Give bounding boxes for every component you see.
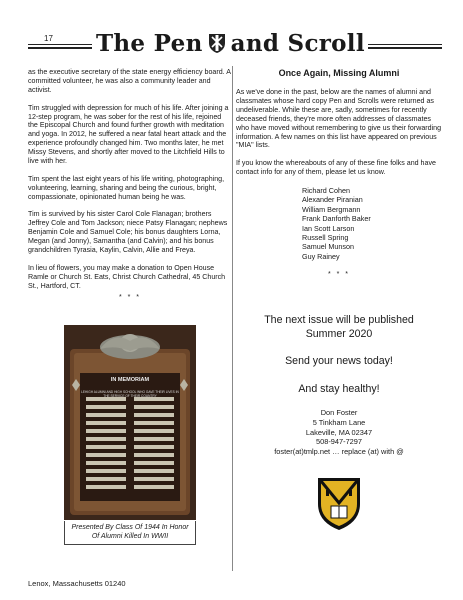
missing-names-list [236, 186, 442, 261]
plaque-image [64, 325, 196, 520]
missing-name: Ian Scott Larson [302, 223, 355, 233]
contact-block [236, 408, 442, 457]
missing-name: Samuel Munson [302, 242, 354, 252]
contact-street: 5 Tinkham Lane [312, 417, 366, 427]
plaque-subtitle: LEHIGH ALUMNI AND HIGH SCHOOL WHO GAVE THEIR LIVES IN THE SERVICE OF THEIR COUNTRY [81, 390, 179, 398]
memorial-plaque-photo [64, 325, 196, 520]
plaque-title: IN MEMORIAM [110, 377, 150, 383]
missing-alumni-paragraph: As we've done in the past, below are the names of alumni and classmates whose hard copy Pen and Scrolls were returned as undeliverable. While these are, sadly, sometimes for recently deceased friends, they're more often addresses of classmates who have moved without remembering to give us their forwarding information. A few names on this list have appeared on previous "MIA" lists. [236, 88, 442, 150]
crest-icon [207, 32, 227, 54]
contact-phone: 508-947-7297 [315, 437, 363, 447]
missing-name: Russell Spring [302, 232, 349, 242]
contact-city: Lakeville, MA 02347 [305, 427, 373, 437]
stay-healthy-text: And stay healthy! [298, 382, 380, 395]
section-separator: * * * [118, 293, 142, 301]
school-seal-icon [316, 476, 362, 532]
masthead-title [96, 30, 366, 56]
send-news-text: Send your news today! [285, 355, 393, 368]
missing-name: Frank Danforth Baker [302, 214, 371, 224]
column-divider [232, 66, 233, 571]
masthead-title-part2: and Scroll [230, 29, 365, 57]
missing-name: William Bergmann [302, 204, 361, 214]
missing-alumni-paragraph: If you know the whereabouts of any of these fine folks and have contact info for any of them, please let us know. [236, 159, 436, 177]
left-column [28, 68, 232, 303]
obituary-paragraph: Tim spent the last eight years of his life writing, photographing, volunteering, learning, sharing and being the curious, bright, compassionate, opinionated human being he was. [28, 174, 225, 201]
photo-caption: Presented By Class Of 1944 In Honor Of Alumni Killed In WWII [64, 521, 196, 545]
section-separator: * * * [327, 271, 351, 279]
missing-name: Richard Cohen [302, 185, 350, 195]
missing-alumni-heading: Once Again, Missing Alumni [278, 68, 400, 78]
footer-location: Lenox, Massachusetts 01240 [28, 579, 126, 588]
masthead-rule-right [368, 44, 442, 49]
next-issue-line2: Summer 2020 [305, 327, 373, 340]
page-number: 17 [44, 34, 53, 43]
missing-name: Alexander Piranian [302, 195, 363, 205]
right-column [236, 68, 442, 457]
contact-email: foster(at)tmlp.net … replace (at) with @ [274, 447, 404, 457]
missing-name: Guy Rainey [302, 251, 340, 261]
obituary-paragraph: as the executive secretary of the state energy efficiency board. A committed volunteer, he was also a community leader and activist. [28, 68, 231, 94]
masthead-title-part1: The Pen [96, 29, 203, 57]
next-issue-line1: The next issue will be published [264, 314, 414, 327]
contact-name: Don Foster [320, 408, 358, 418]
masthead-rule-left [28, 44, 92, 49]
obituary-paragraph: Tim is survived by his sister Carol Cole Flanagan; brothers Jeffrey Cole and Tom Jackson; niece Patsy Flanagan; nephews Benjamin Cole and Samuel Cole; his bonus daughters Lorna, Megan (and Jonny), Samantha (and Calvin); and his bonus grandchildren Tyrasia, Kaylin, Calvin, Allie and Freya. [28, 210, 228, 255]
obituary-paragraph: Tim struggled with depression for much of his life. After joining a 12-step program, he was sober for the rest of his life, rejoined the Episcopal Church and found further growth with meditation and yoga. In 2012, he suffered a near fatal heart attack and the experience profoundly changed him. Two months later, he met Missy Stevens, and shortly after moved to the Litchfield Hills to live with her. [28, 103, 229, 166]
obituary-paragraph: In lieu of flowers, you may make a donation to Open House Ramle or Church St. Eats, Christ Church Cathedral, 45 Church St., Hartford, CT. [28, 263, 226, 290]
